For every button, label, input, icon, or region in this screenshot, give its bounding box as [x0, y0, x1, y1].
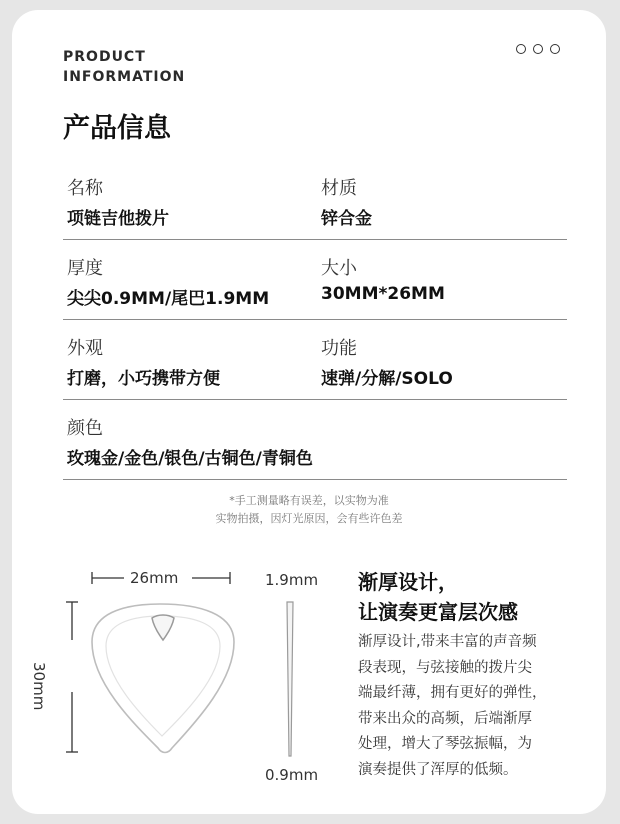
size-value: 30MM*26MM: [321, 284, 445, 304]
pick-side-profile: [287, 602, 293, 756]
function-value: 速弹/分解/SOLO: [321, 369, 453, 389]
top-thickness-label: 1.9mm: [265, 571, 319, 589]
description-line: 端最纤薄，拥有更好的弹性，: [358, 685, 547, 701]
thickness-value: 尖尖0.9MM/尾巴1.9MM: [67, 289, 270, 309]
heading-line-1: PRODUCT: [63, 49, 146, 65]
info-card: [12, 10, 606, 814]
material-value: 锌合金: [321, 209, 372, 229]
height-dimension-line: [66, 602, 78, 752]
tip-thickness-label: 0.9mm: [265, 766, 319, 784]
size-label: 大小: [321, 258, 357, 279]
description-line: 处理，增大了琴弦振幅，为: [358, 736, 532, 752]
description-line: 带来出众的高频，后端渐厚: [358, 710, 532, 727]
color-value: 玫瑰金/金色/银色/古铜色/青铜色: [67, 449, 313, 469]
description-line: 渐厚设计,带来丰富的声音频: [358, 634, 537, 650]
function-label: 功能: [321, 338, 357, 359]
description-line: 段表现，与弦接触的拨片尖: [358, 659, 532, 676]
width-label: 26mm: [130, 569, 179, 587]
material-label: 材质: [321, 178, 357, 199]
color-label: 颜色: [67, 418, 103, 439]
name-label: 名称: [67, 178, 103, 199]
heading-line-2: INFORMATION: [63, 69, 186, 85]
color-note: 实物拍摄，因灯光原因，会有些许色差: [215, 512, 403, 525]
feature-description: [358, 630, 598, 783]
page-title: 产品信息: [63, 113, 171, 144]
feature-title-line-1: 渐厚设计，: [358, 570, 458, 594]
measurement-note: *手工测量略有误差，以实物为准: [229, 494, 389, 507]
name-value: 项链吉他拨片: [67, 209, 169, 229]
height-label: 30mm: [30, 662, 48, 711]
appearance-value: 打磨，小巧携带方便: [67, 369, 220, 389]
thickness-label: 厚度: [67, 258, 103, 279]
appearance-label: 外观: [67, 338, 103, 359]
description-line: 演奏提供了浑厚的低频。: [358, 761, 518, 778]
feature-title-line-2: 让演奏更富层次感: [358, 600, 518, 624]
